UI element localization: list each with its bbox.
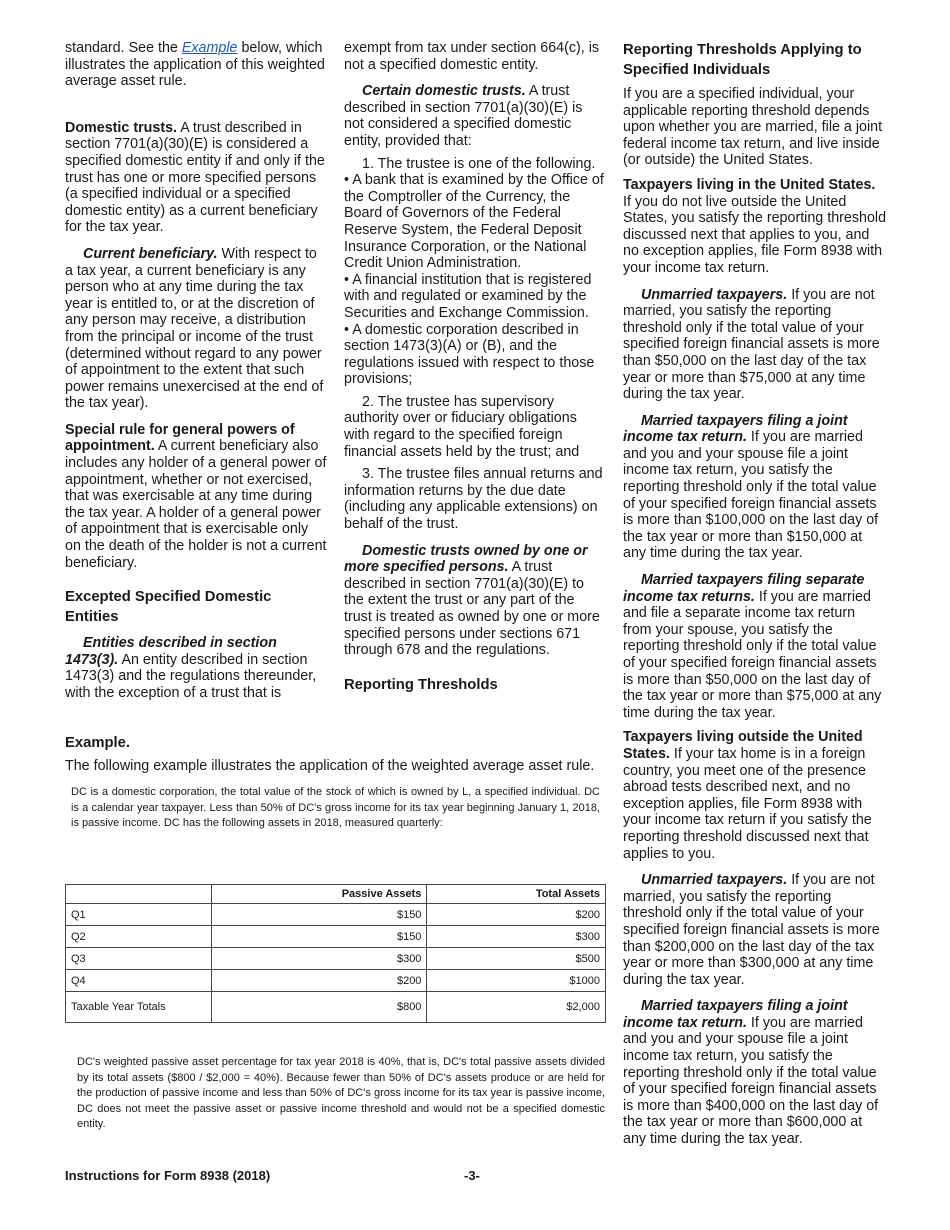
excepted-entities-heading: Excepted Specified Domestic Entities	[65, 589, 272, 626]
domestic-trusts-paragraph: Domestic trusts. A trust described in section 7701(a)(30)(E) is considered a specified domestic entity if and only if the trust has one or more specified persons (a specified individual or a specified domestic entity) as a current beneficiary for the tax year.	[65, 119, 325, 236]
total-assets-cell: $200	[427, 904, 606, 926]
total-assets-cell: $1000	[427, 970, 606, 992]
table-header-row	[66, 885, 606, 904]
total-assets-cell: $300	[427, 926, 606, 948]
column-3	[623, 40, 887, 1154]
footer-form-title: Instructions for Form 8938 (2018)	[65, 1168, 271, 1183]
certain-trusts-paragraph: Certain domestic trusts. A trust described in section 7701(a)(30)(E) is not considered a specified domestic entity, provided that:	[344, 83, 583, 149]
specified-individuals-heading: Reporting Thresholds Applying to Specified Individuals	[623, 42, 862, 78]
thresholds-intro: If you are a specified individual, your applicable reporting threshold depends upon whether you are married, file a joint federal income tax return, and live inside (or outside) the United States.	[623, 86, 883, 169]
table-header-passive: Passive Assets	[212, 885, 427, 904]
table-row-totals	[66, 992, 606, 1023]
exempt-paragraph: exempt from tax under section 664(c), is not a specified domestic entity.	[344, 40, 600, 73]
column-1	[65, 40, 327, 708]
outside-unmarried-paragraph: Unmarried taxpayers. If you are not married, you satisfy the reporting threshold only if the total value of your specified foreign financial assets is more than $200,000 on the last day of the tax year or more than $300,000 at any time during the tax year.	[623, 872, 880, 988]
us-separate-paragraph: Married taxpayers filing separate income tax returns. If you are married and file a separate income tax return from your spouse, you satisfy the reporting threshold only if the total value of your specified foreign financial assets is more than $50,000 on the last day of the tax year or more than $75,000 at any time during the tax year.	[623, 572, 882, 721]
bullet-bank: • A bank that is examined by the Office of the Comptroller of the Currency, the Board of Governors of the Federal Reserve System, the Federal Deposit Insurance Corporation, or the National Credit Union Administration.	[344, 172, 604, 272]
column-2	[344, 40, 606, 701]
row-label: Q2	[66, 926, 212, 948]
total-assets-cell: $500	[427, 948, 606, 970]
trustee-item-3: 3. The trustee files annual returns and information returns by the due date (including any applicable extensions) on behalf of the trust.	[344, 466, 603, 533]
special-rule-paragraph: Special rule for general powers of appointment. A current beneficiary also includes any holder of a general power of appointment, whether or not exercised, that was exercisable at any time during the tax year. A holder of a general power of appointment that is exercisable only on the death of the holder is not a current beneficiary.	[65, 421, 327, 571]
trustee-item-2: 2. The trustee has supervisory authority over or fiduciary obligations with regard to the specified foreign financial assets held by the trust; and	[344, 393, 580, 460]
row-label: Taxable Year Totals	[66, 992, 212, 1023]
assets-table	[65, 884, 606, 1023]
trustee-item-1: 1. The trustee is one of the following.	[362, 155, 596, 172]
us-taxpayers-paragraph: Taxpayers living in the United States. If you do not live outside the United States, you satisfy the reporting threshold discussed next that applies to you, and no exception applies, file Form 8938 with your income tax return.	[623, 176, 887, 276]
bullet-domestic-corporation: • A domestic corporation described in section 1473(3)(A) or (B), and the regulations issued with respect to those provisions;	[344, 321, 595, 388]
example-title: Example.	[65, 735, 130, 751]
passive-assets-cell: $150	[212, 904, 427, 926]
current-beneficiary-paragraph: Current beneficiary. With respect to a tax year, a current beneficiary is any person who at any time during the tax year is entitled to, or at the discretion of any person may receive, a distribution from the principal or income of the trust (determined without regard to any power of appointment to the extent that such power remains unexercised at the end of the tax year).	[65, 245, 324, 412]
table-row	[66, 970, 606, 992]
table-header-label	[66, 885, 212, 904]
passive-assets-cell: $300	[212, 948, 427, 970]
owned-trusts-paragraph: Domestic trusts owned by one or more specified persons. A trust described in section 7701(a)(30)(E) to the extent the trust or any part of the trust is treated as owned by one or more specified persons under sections 671 through 678 and the regulations.	[344, 542, 600, 659]
entities-1473-paragraph: Entities described in section 1473(3). An entity described in section 1473(3) and the regulations thereunder, with the exception of a trust that is	[65, 635, 317, 701]
table-header-total: Total Assets	[427, 885, 606, 904]
example-link[interactable]: Example	[181, 40, 238, 56]
page-number: -3-	[464, 1168, 480, 1183]
passive-assets-cell: $200	[212, 970, 427, 992]
passive-assets-cell: $150	[212, 926, 427, 948]
table-row	[66, 904, 606, 926]
weighted-average-paragraph: standard. See the Example below, which illustrates the application of this weighted average asset rule.	[65, 40, 325, 90]
example-conclusion: DC's weighted passive asset percentage for tax year 2018 is 40%, that is, DC's total passive assets divided by its total assets ($800 / $2,000 = 40%). Because fewer than 50% of DC's assets produce or are held for the production of passive income and less than 50% of DC's gross income for its tax year is passive income, DC does not meet the passive asset or passive income threshold and would not be a specified domestic entity.	[77, 1056, 605, 1130]
reporting-thresholds-heading: Reporting Thresholds	[344, 676, 498, 693]
table-row	[66, 948, 606, 970]
total-assets-cell: $2,000	[427, 992, 606, 1023]
example-scenario: DC is a domestic corporation, the total value of the stock of which is owned by L, a specified individual. DC is a calendar year taxpayer. Less than 50% of DC's gross income for its tax year beginning January 1, 2018, is passive income. DC has the following assets in 2018, measured quarterly:	[71, 786, 600, 829]
outside-joint-paragraph: Married taxpayers filing a joint income tax return. If you are married and you and your spouse file a joint income tax return, you satisfy the reporting threshold only if the total value of your specified foreign financial assets is more than $400,000 on the last day of the tax year or more than $600,000 at any time during the tax year.	[623, 998, 879, 1148]
row-label: Q1	[66, 904, 212, 926]
us-unmarried-paragraph: Unmarried taxpayers. If you are not married, you satisfy the reporting threshold only if the total value of your specified foreign financial assets is more than $50,000 on the last day of the tax year or more than $75,000 at any time during the tax year.	[623, 286, 880, 403]
example-section	[65, 733, 606, 832]
us-joint-paragraph: Married taxpayers filing a joint income tax return. If you are married and you and your spouse file a joint income tax return, you satisfy the reporting threshold only if the total value of your specified foreign financial assets is more than $100,000 on the last day of the tax year or more than $150,000 at any time during the tax year.	[623, 412, 879, 562]
passive-assets-cell: $800	[212, 992, 427, 1023]
table-row	[66, 926, 606, 948]
outside-us-paragraph: Taxpayers living outside the United States. If your tax home is in a foreign country, you meet one of the presence abroad tests described next, and no exception applies, file Form 8938 with your income tax return if you satisfy the reporting threshold discussed next that applies to you.	[623, 729, 872, 862]
row-label: Q4	[66, 970, 212, 992]
bullet-financial-institution: • A financial institution that is registered with and regulated or examined by the Securities and Exchange Commission.	[344, 271, 592, 321]
example-intro: The following example illustrates the application of the weighted average asset rule.	[65, 758, 595, 774]
row-label: Q3	[66, 948, 212, 970]
